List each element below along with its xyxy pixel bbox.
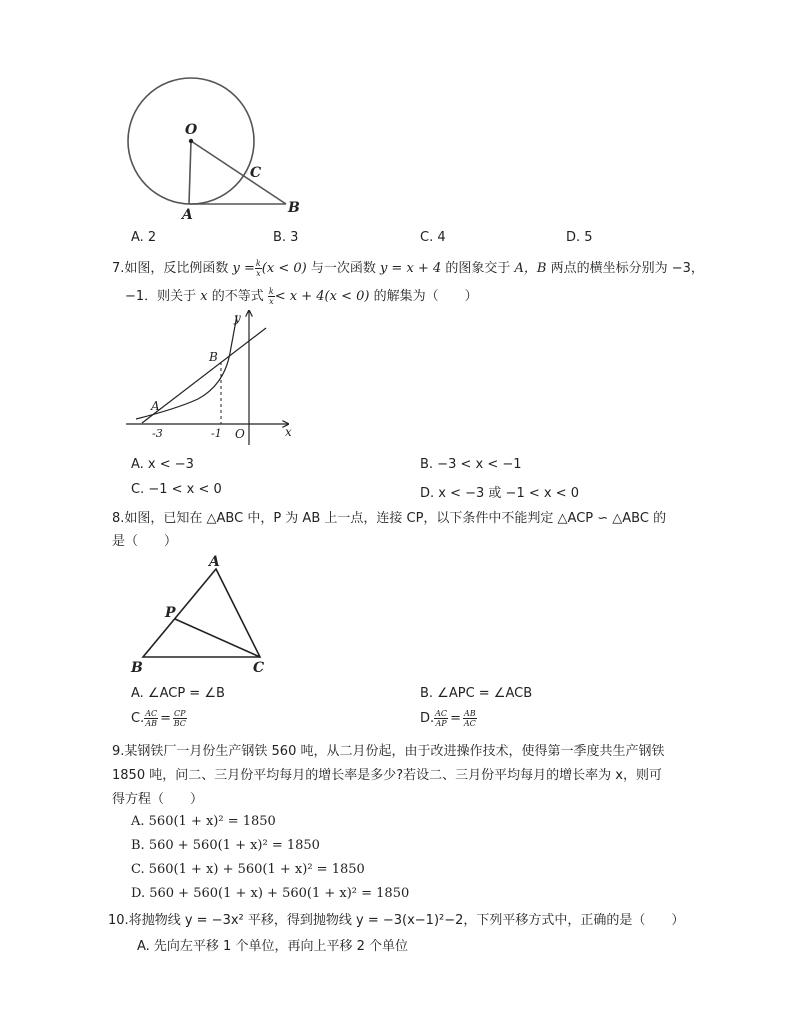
q7-stem-line2 — [125, 287, 478, 306]
q8-segment-CP — [175, 619, 260, 657]
q8-option-d-prefix: D. — [420, 711, 435, 726]
q6-label-B: B — [288, 200, 300, 216]
q7-label-A: A — [151, 399, 160, 413]
q7-ineq-rest: < x + 4(x < 0) — [274, 289, 370, 304]
q8-option-d[interactable] — [420, 709, 477, 728]
q7-fn-y: y = — [232, 261, 255, 276]
q6-option-a[interactable]: A. 2 — [131, 230, 157, 245]
q7-text-1b: 与一次函数 — [306, 261, 380, 276]
q7-option-d[interactable]: D. x < −3 或 −1 < x < 0 — [420, 486, 579, 501]
q8-triangle-figure — [125, 550, 285, 675]
q6-segment-OB — [191, 141, 286, 204]
q9-text-1: 某钢铁厂一月份生产钢铁 560 吨，从二月份起，由于改进操作技术，使得第一季度共生产钢铁 — [124, 744, 665, 759]
q7-label-B: B — [209, 350, 218, 364]
q10-stem-line1 — [108, 912, 684, 930]
q8-label-C: C — [253, 660, 265, 675]
q6-option-c[interactable]: C. 4 — [420, 230, 446, 245]
q6-circle-figure — [120, 70, 320, 220]
q7-graph-figure — [120, 305, 310, 445]
q8-text-1: 如图，已知在 △ABC 中，P 为 AB 上一点，连接 CP，以下条件中不能判定 △ACP ∽ △ABC 的 — [124, 511, 667, 526]
q7-stem-line1 — [112, 259, 704, 278]
q7-text-1a: 如图，反比例函数 — [124, 261, 233, 276]
q10-option-a[interactable]: A. 先向左平移 1 个单位，再向上平移 2 个单位 — [137, 939, 409, 954]
q10-number: 10. — [108, 913, 129, 928]
q7-text-1c: 的图象交于 — [441, 261, 515, 276]
q7-ineq-frac: $\frac{k}{x}$ — [268, 287, 274, 306]
q7-label-y: y — [234, 311, 241, 325]
q7-text-1d: 两点的横坐标分别为 −3， — [546, 261, 704, 276]
q7-label-x: x — [285, 425, 292, 439]
q7-tick-minus3: -3 — [152, 427, 163, 440]
q8-option-c-frac2: $\frac{CP}{BC}$ — [173, 709, 186, 728]
q9-stem-line2: 1850 吨，问二、三月份平均每月的增长率是多少?若设二、三月份平均每月的增长率为 x，则可 — [112, 768, 662, 783]
q7-label-O: O — [235, 427, 245, 441]
q6-center-dot — [189, 139, 193, 143]
q6-label-A: A — [182, 207, 193, 220]
q8-option-d-frac2: $\frac{AB}{AC}$ — [463, 709, 476, 728]
q7-option-c[interactable]: C. −1 < x < 0 — [131, 482, 222, 497]
q10-text-1: 将抛物线 y = −3x² 平移，得到抛物线 y = −3(x−1)²−2，下列平移方式中，正确的是（ ） — [128, 913, 685, 928]
q8-label-P: P — [165, 605, 176, 621]
q9-option-b[interactable]: B. 560 + 560(1 + x)² = 1850 — [131, 838, 320, 853]
q6-label-O: O — [185, 122, 198, 138]
q6-label-C: C — [250, 165, 262, 181]
q9-number: 9. — [112, 744, 125, 759]
q8-label-B: B — [131, 660, 143, 675]
q7-domain: (x < 0) — [261, 261, 307, 276]
q8-option-c[interactable] — [131, 709, 187, 728]
q7-option-b[interactable]: B. −3 < x < −1 — [420, 457, 522, 472]
q7-frac-kx: $\frac{k}{x}$ — [255, 259, 261, 278]
q7-text-2a: −1．则关于 — [125, 289, 201, 304]
q8-stem-line1 — [112, 510, 666, 528]
q7-number: 7. — [112, 261, 125, 276]
q6-option-d[interactable]: D. 5 — [566, 230, 593, 245]
q8-option-a[interactable]: A. ∠ACP = ∠B — [131, 686, 225, 701]
q7-linear: y = x + 4 — [379, 261, 442, 276]
q7-tick-minus1: -1 — [211, 427, 222, 440]
q9-option-d[interactable]: D. 560 + 560(1 + x) + 560(1 + x)² = 1850 — [131, 886, 410, 901]
q8-option-c-frac1: $\frac{AC}{AB}$ — [145, 709, 158, 728]
q8-option-d-eq: = — [450, 711, 461, 726]
q9-option-c[interactable]: C. 560(1 + x) + 560(1 + x)² = 1850 — [131, 862, 365, 877]
q9-stem-line3: 得方程（ ） — [112, 792, 204, 807]
q8-option-d-frac1: $\frac{AC}{AP}$ — [435, 709, 448, 728]
q7-option-a[interactable]: A. x < −3 — [131, 457, 194, 472]
q9-stem-line1 — [112, 743, 665, 761]
q9-option-a[interactable]: A. 560(1 + x)² = 1850 — [131, 814, 276, 829]
q8-number: 8. — [112, 511, 125, 526]
q8-option-b[interactable]: B. ∠APC = ∠ACB — [420, 686, 533, 701]
q8-triangle-ABC — [143, 569, 260, 657]
q6-segment-OA — [189, 141, 191, 204]
q7-text-2b: 的不等式 — [207, 289, 268, 304]
q7-line-graph — [142, 328, 266, 423]
q8-option-c-prefix: C. — [131, 711, 145, 726]
q7-points: A，B — [514, 261, 547, 276]
q6-option-b[interactable]: B. 3 — [273, 230, 299, 245]
q7-text-2c: 的解集为（ ） — [369, 289, 478, 304]
q7-var-x: x — [200, 289, 208, 304]
q8-label-A: A — [209, 554, 220, 570]
q8-option-c-eq: = — [160, 711, 172, 726]
q8-stem-line2: 是（ ） — [112, 534, 178, 549]
